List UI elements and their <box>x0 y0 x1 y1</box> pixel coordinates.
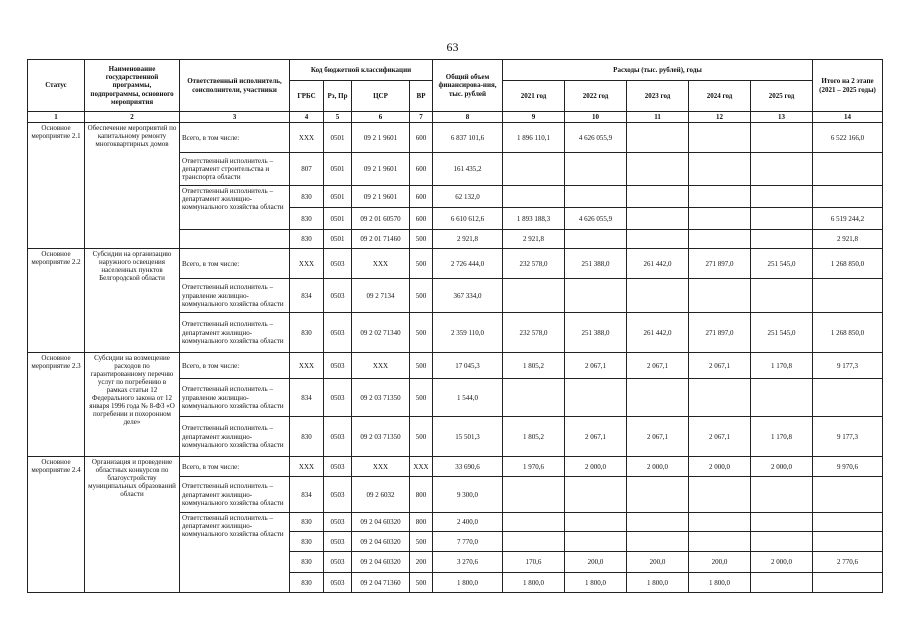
cell-csr: 09 2 04 71360 <box>352 573 410 593</box>
cell-y2024 <box>689 230 751 249</box>
header-2025: 2025 год <box>751 81 813 112</box>
cell-y2024: 271 897,0 <box>689 249 751 279</box>
cell-total: 161 435,2 <box>433 153 503 186</box>
cell-grbs: 830 <box>290 313 324 353</box>
program-name-cell: Субсидии на организацию наружного освещения населенных пунктов Белгородской области <box>85 249 180 353</box>
table-row <box>28 457 883 477</box>
cell-total: 3 270,6 <box>433 552 503 573</box>
cell-itogo: 9 177,3 <box>813 417 883 457</box>
cell-y2021 <box>503 379 565 417</box>
program-name-cell: Обеспечение мероприятий по капитальному ремонту многоквартирных домов <box>85 123 180 249</box>
cell-y2022: 2 067,1 <box>565 417 627 457</box>
cell-y2021: 1 896 110,1 <box>503 123 565 153</box>
cell-y2021 <box>503 153 565 186</box>
cell-itogo: 2 770,6 <box>813 552 883 573</box>
cell-y2023 <box>627 153 689 186</box>
cell-y2021: 170,6 <box>503 552 565 573</box>
header-csr: ЦСР <box>352 81 410 112</box>
cell-vr: 500 <box>410 532 433 552</box>
cell-total: 9 300,0 <box>433 477 503 513</box>
cell-csr: XXX <box>352 457 410 477</box>
responsible-cell: Ответственный исполнитель – департамент жилищно-коммунального хозяйства области <box>180 417 290 457</box>
cell-total: 6 610 612,6 <box>433 208 503 230</box>
cell-y2021: 2 921,8 <box>503 230 565 249</box>
cell-y2024 <box>689 208 751 230</box>
cell-y2025: 251 545,0 <box>751 313 813 353</box>
cell-total: 2 359 110,0 <box>433 313 503 353</box>
cell-y2022 <box>565 153 627 186</box>
cell-itogo <box>813 532 883 552</box>
cell-y2022: 251 388,0 <box>565 313 627 353</box>
cell-grbs: XXX <box>290 353 324 379</box>
status-cell: Основное мероприятие 2.1 <box>28 123 85 249</box>
cell-rzpr: 0503 <box>324 532 352 552</box>
cell-vr: 500 <box>410 353 433 379</box>
cell-y2024: 2 067,1 <box>689 353 751 379</box>
cell-total: 6 837 101,6 <box>433 123 503 153</box>
status-cell: Основное мероприятие 2.3 <box>28 353 85 457</box>
cell-y2022 <box>565 379 627 417</box>
cell-y2025: 2 000,0 <box>751 457 813 477</box>
cell-total: 15 501,3 <box>433 417 503 457</box>
cell-vr: 500 <box>410 313 433 353</box>
cell-vr: 500 <box>410 279 433 313</box>
cell-y2021: 1 800,0 <box>503 573 565 593</box>
header-status: Статус <box>28 60 85 112</box>
cell-vr: 800 <box>410 513 433 532</box>
header-name: Наименование государственной программы, подпрограммы, основного мероприятия <box>85 60 180 112</box>
cell-y2023 <box>627 279 689 313</box>
cell-y2025 <box>751 573 813 593</box>
cell-y2023: 2 067,1 <box>627 353 689 379</box>
column-number: 1 <box>28 112 85 123</box>
cell-y2025: 2 000,0 <box>751 552 813 573</box>
table-row <box>28 353 883 379</box>
cell-y2022 <box>565 513 627 532</box>
cell-y2022 <box>565 532 627 552</box>
table-row <box>28 123 883 153</box>
column-number: 8 <box>433 112 503 123</box>
responsible-cell: Всего, в том числе: <box>180 249 290 279</box>
cell-total: 1 800,0 <box>433 573 503 593</box>
table-row <box>28 249 883 279</box>
cell-grbs: XXX <box>290 249 324 279</box>
cell-y2024 <box>689 477 751 513</box>
cell-y2023 <box>627 123 689 153</box>
cell-y2024: 200,0 <box>689 552 751 573</box>
cell-csr: 09 2 02 71340 <box>352 313 410 353</box>
cell-csr: 09 2 04 60320 <box>352 513 410 532</box>
program-name-cell: Субсидии на возмещение расходов по гарантированному перечню услуг по погребению в рамках статьи 12 Федерального закона от 12 января 1996 года № 8-ФЗ «О погребении и похоронном деле» <box>85 353 180 457</box>
header-itogo: Итого на 2 этапе (2021 – 2025 годы) <box>813 60 883 112</box>
cell-csr: XXX <box>352 249 410 279</box>
responsible-cell: Ответственный исполнитель – управление жилищно-коммунального хозяйства области <box>180 379 290 417</box>
cell-y2022 <box>565 230 627 249</box>
cell-y2025 <box>751 123 813 153</box>
cell-rzpr: 0503 <box>324 457 352 477</box>
cell-total: 2 726 444,0 <box>433 249 503 279</box>
column-number: 13 <box>751 112 813 123</box>
cell-y2023 <box>627 208 689 230</box>
cell-y2021 <box>503 532 565 552</box>
cell-y2021 <box>503 186 565 208</box>
cell-y2021: 1 805,2 <box>503 353 565 379</box>
cell-y2025: 1 170,8 <box>751 417 813 457</box>
cell-rzpr: 0503 <box>324 379 352 417</box>
header-grbs: ГРБС <box>290 81 324 112</box>
cell-y2025 <box>751 532 813 552</box>
cell-itogo <box>813 513 883 532</box>
cell-y2021 <box>503 279 565 313</box>
cell-y2023 <box>627 230 689 249</box>
cell-total: 367 334,0 <box>433 279 503 313</box>
cell-grbs: 834 <box>290 477 324 513</box>
cell-grbs: 830 <box>290 230 324 249</box>
cell-vr: XXX <box>410 457 433 477</box>
cell-vr: 500 <box>410 230 433 249</box>
cell-rzpr: 0503 <box>324 477 352 513</box>
status-cell: Основное мероприятие 2.4 <box>28 457 85 593</box>
column-number: 7 <box>410 112 433 123</box>
cell-itogo: 9 177,3 <box>813 353 883 379</box>
status-cell: Основное мероприятие 2.2 <box>28 249 85 353</box>
cell-y2022: 4 626 055,9 <box>565 208 627 230</box>
cell-csr: 09 2 7134 <box>352 279 410 313</box>
responsible-cell <box>180 230 290 249</box>
column-number: 10 <box>565 112 627 123</box>
cell-y2023 <box>627 379 689 417</box>
cell-itogo <box>813 477 883 513</box>
cell-csr: 09 2 1 9601 <box>352 123 410 153</box>
cell-csr: 09 2 01 71460 <box>352 230 410 249</box>
cell-y2022: 200,0 <box>565 552 627 573</box>
responsible-cell: Ответственный исполнитель – департамент жилищно-коммунального хозяйства области <box>180 313 290 353</box>
cell-itogo: 1 268 850,0 <box>813 249 883 279</box>
cell-grbs: 834 <box>290 379 324 417</box>
cell-y2025 <box>751 513 813 532</box>
cell-csr: 09 2 03 71350 <box>352 379 410 417</box>
header-rzpr: Рз, Пр <box>324 81 352 112</box>
header-budget-code: Код бюджетной классификации <box>290 60 433 81</box>
cell-itogo: 6 519 244,2 <box>813 208 883 230</box>
responsible-cell: Ответственный исполнитель – управление жилищно-коммунального хозяйства области <box>180 279 290 313</box>
cell-vr: 600 <box>410 123 433 153</box>
budget-table <box>27 59 883 593</box>
cell-grbs: 830 <box>290 417 324 457</box>
column-number: 14 <box>813 112 883 123</box>
cell-y2021: 1 893 188,3 <box>503 208 565 230</box>
cell-vr: 600 <box>410 186 433 208</box>
cell-y2023 <box>627 513 689 532</box>
cell-y2022: 1 800,0 <box>565 573 627 593</box>
cell-y2024 <box>689 153 751 186</box>
cell-grbs: 830 <box>290 513 324 532</box>
cell-y2024: 1 800,0 <box>689 573 751 593</box>
responsible-cell: Всего, в том числе: <box>180 457 290 477</box>
cell-total: 62 132,0 <box>433 186 503 208</box>
table-body <box>28 123 883 593</box>
cell-y2025: 1 170,8 <box>751 353 813 379</box>
cell-total: 2 921,8 <box>433 230 503 249</box>
cell-itogo: 1 268 850,0 <box>813 313 883 353</box>
cell-y2024 <box>689 279 751 313</box>
cell-y2022: 2 067,1 <box>565 353 627 379</box>
cell-rzpr: 0503 <box>324 573 352 593</box>
page-number: 63 <box>446 40 459 54</box>
cell-y2025 <box>751 379 813 417</box>
cell-csr: 09 2 01 60570 <box>352 208 410 230</box>
cell-y2024: 2 000,0 <box>689 457 751 477</box>
cell-csr: 09 2 03 71350 <box>352 417 410 457</box>
cell-y2023: 1 800,0 <box>627 573 689 593</box>
cell-y2023 <box>627 532 689 552</box>
header-vr: ВР <box>410 81 433 112</box>
cell-itogo <box>813 153 883 186</box>
cell-y2021: 1 970,6 <box>503 457 565 477</box>
cell-y2024 <box>689 123 751 153</box>
column-number: 9 <box>503 112 565 123</box>
column-number: 12 <box>689 112 751 123</box>
cell-csr: 09 2 1 9601 <box>352 186 410 208</box>
cell-total: 2 400,0 <box>433 513 503 532</box>
cell-rzpr: 0501 <box>324 123 352 153</box>
cell-grbs: 830 <box>290 573 324 593</box>
cell-y2021: 232 578,0 <box>503 249 565 279</box>
cell-grbs: 834 <box>290 279 324 313</box>
header-total-funding: Общий объем финансирова-ния, тыс. рублей <box>433 60 503 112</box>
cell-grbs: 807 <box>290 153 324 186</box>
responsible-cell: Ответственный исполнитель – департамент жилищно-коммунального хозяйства области <box>180 186 290 230</box>
cell-vr: 800 <box>410 477 433 513</box>
cell-grbs: 830 <box>290 552 324 573</box>
header-2023: 2023 год <box>627 81 689 112</box>
cell-rzpr: 0503 <box>324 353 352 379</box>
cell-y2024: 271 897,0 <box>689 313 751 353</box>
column-number: 2 <box>85 112 180 123</box>
cell-rzpr: 0503 <box>324 513 352 532</box>
program-name-cell: Организация и проведение областных конкурсов по благоустройству муниципальных образований области <box>85 457 180 593</box>
cell-y2022 <box>565 186 627 208</box>
cell-y2021: 232 578,0 <box>503 313 565 353</box>
cell-y2025 <box>751 153 813 186</box>
responsible-cell: Всего, в том числе: <box>180 353 290 379</box>
cell-y2024: 2 067,1 <box>689 417 751 457</box>
cell-csr: 09 2 6032 <box>352 477 410 513</box>
cell-grbs: 830 <box>290 208 324 230</box>
column-number: 4 <box>290 112 324 123</box>
cell-csr: 09 2 04 60320 <box>352 532 410 552</box>
cell-itogo <box>813 379 883 417</box>
cell-total: 1 544,0 <box>433 379 503 417</box>
cell-y2021 <box>503 513 565 532</box>
column-number: 3 <box>180 112 290 123</box>
header-responsible: Ответственный исполнитель, соисполнители, участники <box>180 60 290 112</box>
cell-rzpr: 0503 <box>324 552 352 573</box>
header-2022: 2022 год <box>565 81 627 112</box>
cell-y2025 <box>751 279 813 313</box>
cell-y2023: 200,0 <box>627 552 689 573</box>
cell-vr: 600 <box>410 153 433 186</box>
responsible-cell: Ответственный исполнитель – департамент жилищно-коммунального хозяйства области <box>180 513 290 593</box>
cell-itogo: 2 921,8 <box>813 230 883 249</box>
cell-y2025 <box>751 477 813 513</box>
cell-rzpr: 0501 <box>324 153 352 186</box>
responsible-cell: Ответственный исполнитель – департамент жилищно-коммунального хозяйства области <box>180 477 290 513</box>
cell-y2025: 251 545,0 <box>751 249 813 279</box>
cell-y2025 <box>751 230 813 249</box>
cell-y2022: 4 626 055,9 <box>565 123 627 153</box>
cell-itogo: 9 970,6 <box>813 457 883 477</box>
cell-y2024 <box>689 186 751 208</box>
column-number: 5 <box>324 112 352 123</box>
header-expenses: Расходы (тыс. рублей), годы <box>503 60 813 81</box>
cell-rzpr: 0503 <box>324 279 352 313</box>
cell-rzpr: 0503 <box>324 313 352 353</box>
cell-y2024 <box>689 379 751 417</box>
cell-rzpr: 0501 <box>324 208 352 230</box>
cell-csr: XXX <box>352 353 410 379</box>
cell-rzpr: 0501 <box>324 186 352 208</box>
cell-y2022: 2 000,0 <box>565 457 627 477</box>
cell-y2025 <box>751 186 813 208</box>
cell-itogo <box>813 186 883 208</box>
cell-vr: 200 <box>410 552 433 573</box>
cell-rzpr: 0503 <box>324 417 352 457</box>
cell-itogo <box>813 279 883 313</box>
cell-grbs: XXX <box>290 457 324 477</box>
cell-vr: 500 <box>410 573 433 593</box>
cell-y2023 <box>627 186 689 208</box>
cell-csr: 09 2 04 60320 <box>352 552 410 573</box>
cell-itogo: 6 522 166,0 <box>813 123 883 153</box>
cell-vr: 500 <box>410 379 433 417</box>
cell-y2021 <box>503 477 565 513</box>
cell-total: 17 045,3 <box>433 353 503 379</box>
cell-y2023: 2 000,0 <box>627 457 689 477</box>
cell-vr: 500 <box>410 417 433 457</box>
column-number-row <box>28 112 883 123</box>
column-number: 11 <box>627 112 689 123</box>
cell-total: 33 690,6 <box>433 457 503 477</box>
cell-y2023: 261 442,0 <box>627 313 689 353</box>
cell-csr: 09 2 1 9601 <box>352 153 410 186</box>
cell-y2024 <box>689 513 751 532</box>
cell-y2025 <box>751 208 813 230</box>
cell-y2023: 2 067,1 <box>627 417 689 457</box>
cell-grbs: 830 <box>290 532 324 552</box>
column-number: 6 <box>352 112 410 123</box>
cell-y2021: 1 805,2 <box>503 417 565 457</box>
responsible-cell: Ответственный исполнитель – департамент строительства и транспорта области <box>180 153 290 186</box>
cell-itogo <box>813 573 883 593</box>
cell-total: 7 770,0 <box>433 532 503 552</box>
cell-rzpr: 0501 <box>324 230 352 249</box>
cell-rzpr: 0503 <box>324 249 352 279</box>
header-2021: 2021 год <box>503 81 565 112</box>
cell-y2024 <box>689 532 751 552</box>
cell-grbs: 830 <box>290 186 324 208</box>
cell-vr: 500 <box>410 249 433 279</box>
cell-vr: 600 <box>410 208 433 230</box>
responsible-cell: Всего, в том числе: <box>180 123 290 153</box>
cell-y2023 <box>627 477 689 513</box>
header-2024: 2024 год <box>689 81 751 112</box>
cell-grbs: XXX <box>290 123 324 153</box>
cell-y2022 <box>565 477 627 513</box>
cell-y2022: 251 388,0 <box>565 249 627 279</box>
cell-y2022 <box>565 279 627 313</box>
cell-y2023: 261 442,0 <box>627 249 689 279</box>
